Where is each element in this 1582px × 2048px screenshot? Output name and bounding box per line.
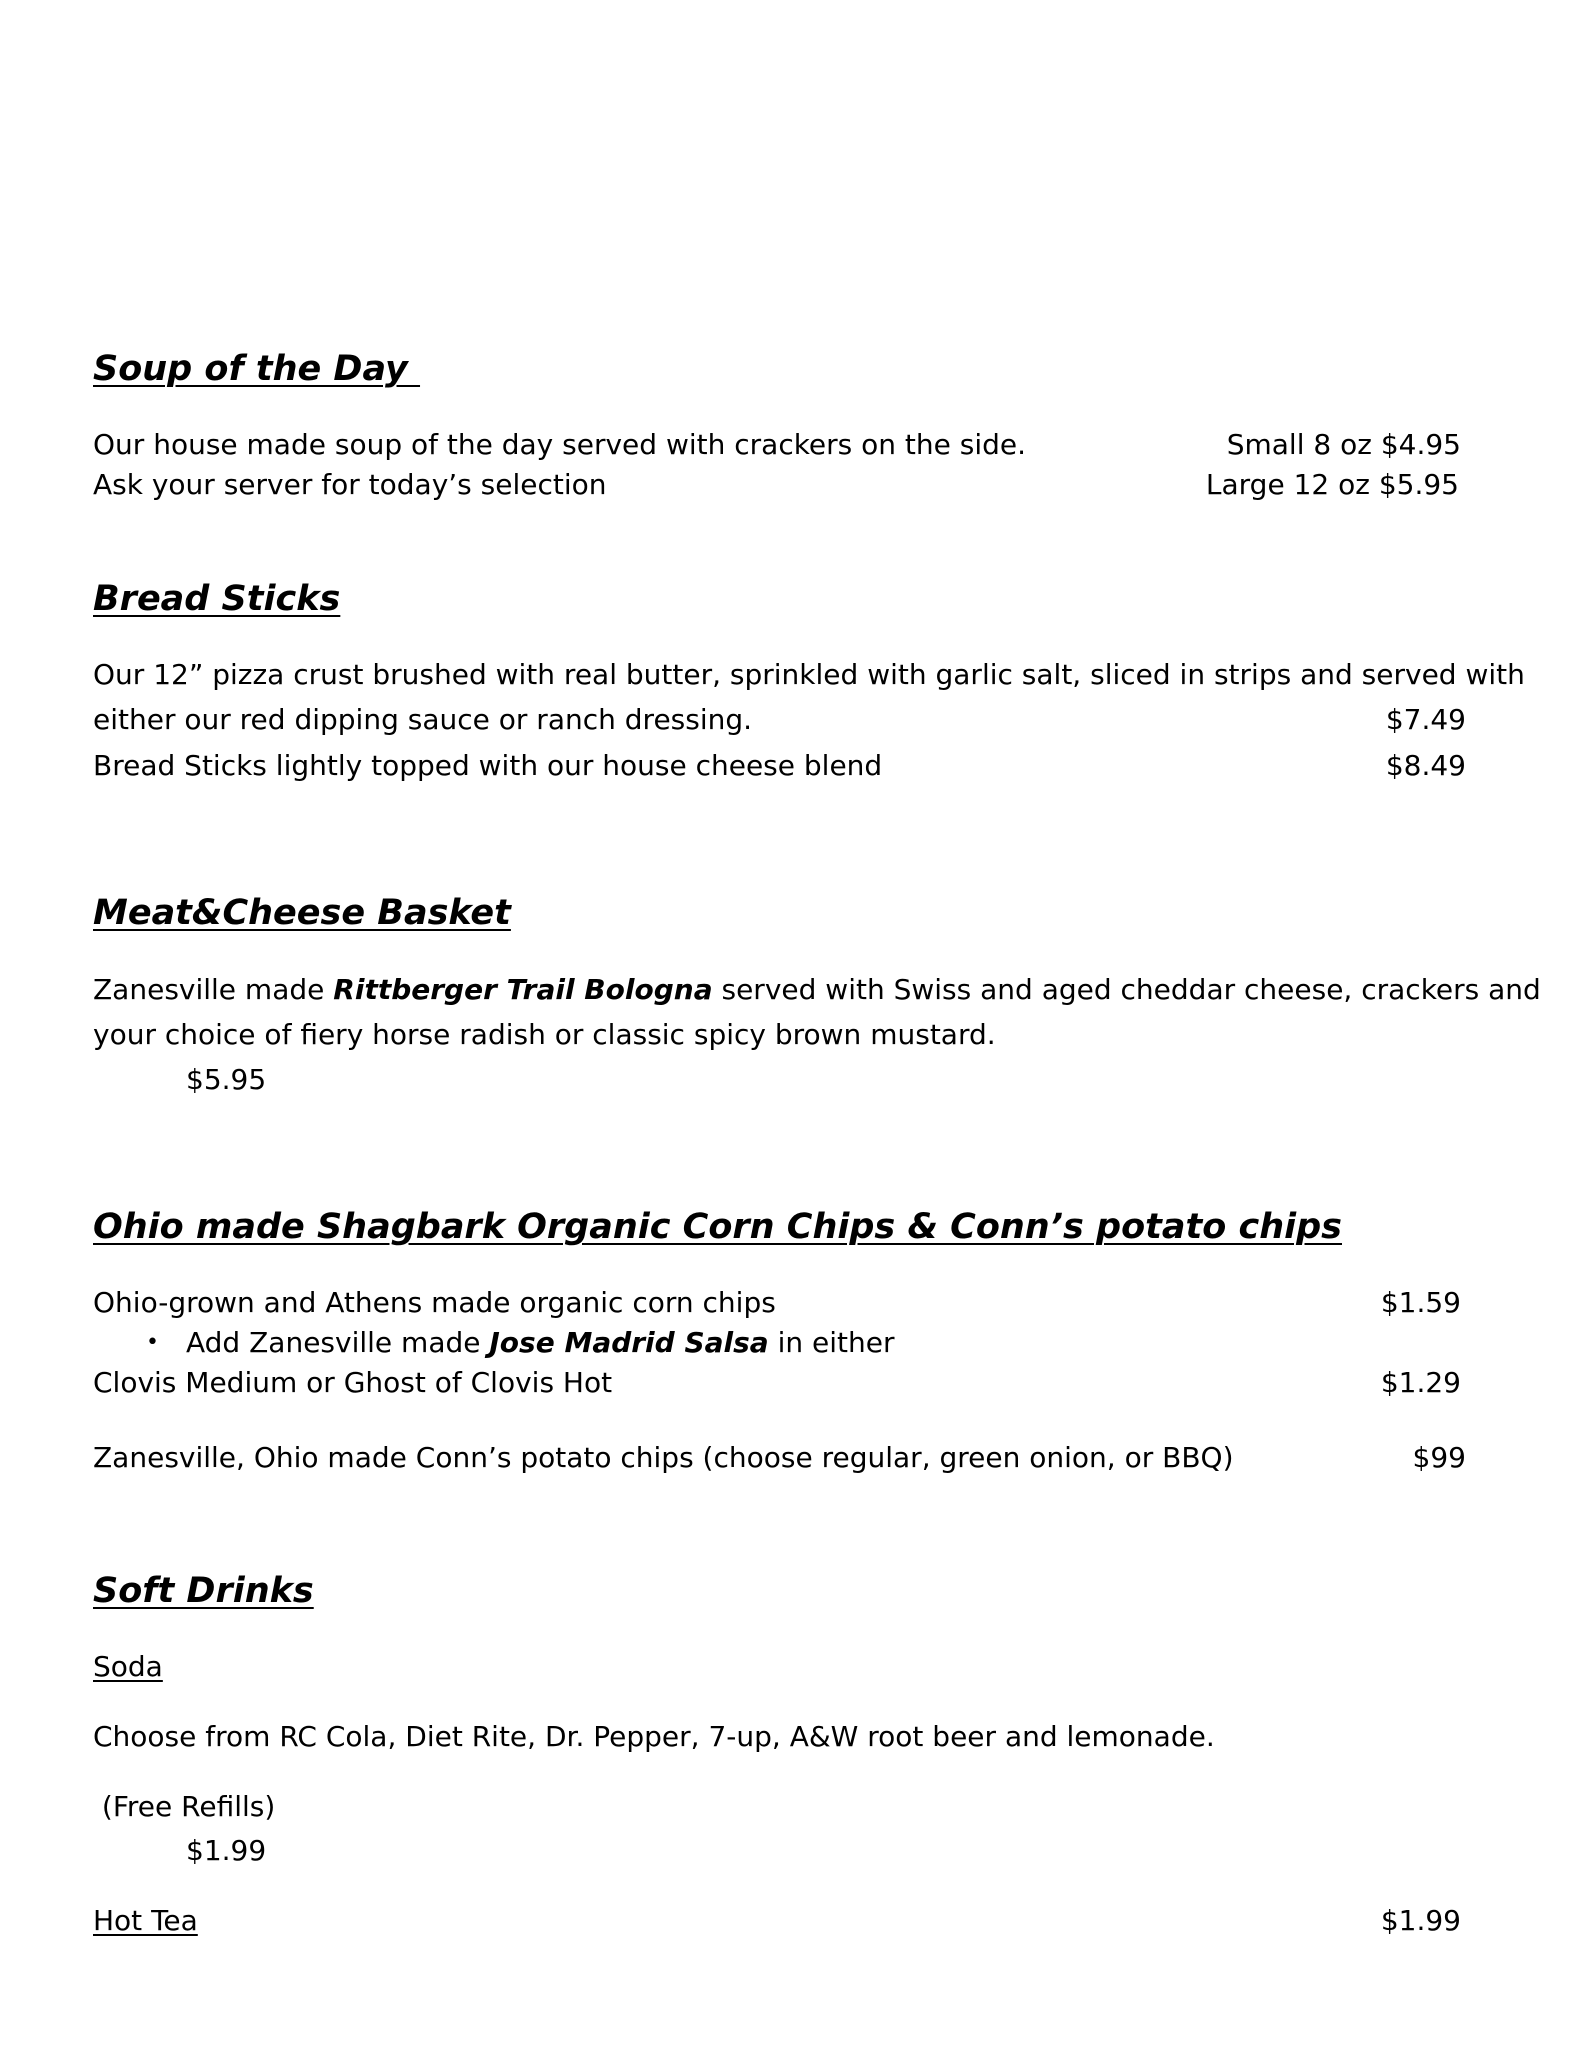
meat-heading: Meat&Cheese Basket — [93, 893, 511, 933]
rittberger-bologna: Rittberger Trail Bologna — [333, 973, 713, 1006]
meat-description-1 — [93, 972, 1541, 1008]
jose-madrid-salsa: Jose Madrid Salsa — [489, 1326, 769, 1359]
soup-price-large: Large 12 oz $5.95 — [1205, 468, 1459, 501]
bread-price-1: $7.49 — [1385, 703, 1466, 736]
salsa-price: $1.29 — [1380, 1366, 1461, 1399]
bread-description-3: Bread Sticks lightly topped with our house cheese blend — [93, 749, 883, 782]
bullet-icon: • — [146, 1330, 159, 1355]
meat-description-1-post: served with Swiss and aged cheddar cheese, crackers and — [712, 973, 1541, 1006]
corn-chips-price: $1.59 — [1380, 1286, 1461, 1319]
hot-tea-label: Hot Tea — [93, 1904, 198, 1937]
salsa-addon-line — [186, 1325, 894, 1361]
soup-description-1: Our house made soup of the day served with crackers on the side. — [93, 428, 1027, 461]
bread-heading: Bread Sticks — [93, 579, 341, 619]
soda-price: $1.99 — [186, 1834, 267, 1867]
corn-chips-description: Ohio-grown and Athens made organic corn chips — [93, 1286, 776, 1319]
bread-price-2: $8.49 — [1385, 749, 1466, 782]
salsa-description: Clovis Medium or Ghost of Clovis Hot — [93, 1366, 613, 1399]
soup-price-small: Small 8 oz $4.95 — [1226, 428, 1461, 461]
meat-description-2: your choice of fiery horse radish or classic spicy brown mustard. — [93, 1018, 996, 1051]
chips-heading: Ohio made Shagbark Organic Corn Chips & Conn’s potato chips — [93, 1207, 1342, 1247]
drinks-heading: Soft Drinks — [93, 1571, 314, 1611]
bread-description-1: Our 12” pizza crust brushed with real butter, sprinkled with garlic salt, sliced in strips and served with — [93, 658, 1525, 691]
conn-chips-price: $99 — [1412, 1441, 1466, 1474]
soda-label: Soda — [93, 1650, 163, 1683]
salsa-addon-post: in either — [768, 1326, 895, 1359]
conn-chips-description: Zanesville, Ohio made Conn’s potato chips (choose regular, green onion, or BBQ) — [93, 1441, 1234, 1474]
meat-description-1-pre: Zanesville made — [93, 973, 334, 1006]
hot-tea-price: $1.99 — [1380, 1904, 1461, 1937]
soup-description-2: Ask your server for today’s selection — [93, 468, 607, 501]
bread-description-2: either our red dipping sauce or ranch dressing. — [93, 703, 753, 736]
free-refills-note: (Free Refills) — [93, 1790, 276, 1823]
meat-price: $5.95 — [186, 1063, 267, 1096]
salsa-addon-pre: Add Zanesville made — [186, 1326, 490, 1359]
soda-description: Choose from RC Cola, Diet Rite, Dr. Pepper, 7-up, A&W root beer and lemonade. — [93, 1720, 1215, 1753]
soup-heading: Soup of the Day — [93, 349, 421, 389]
